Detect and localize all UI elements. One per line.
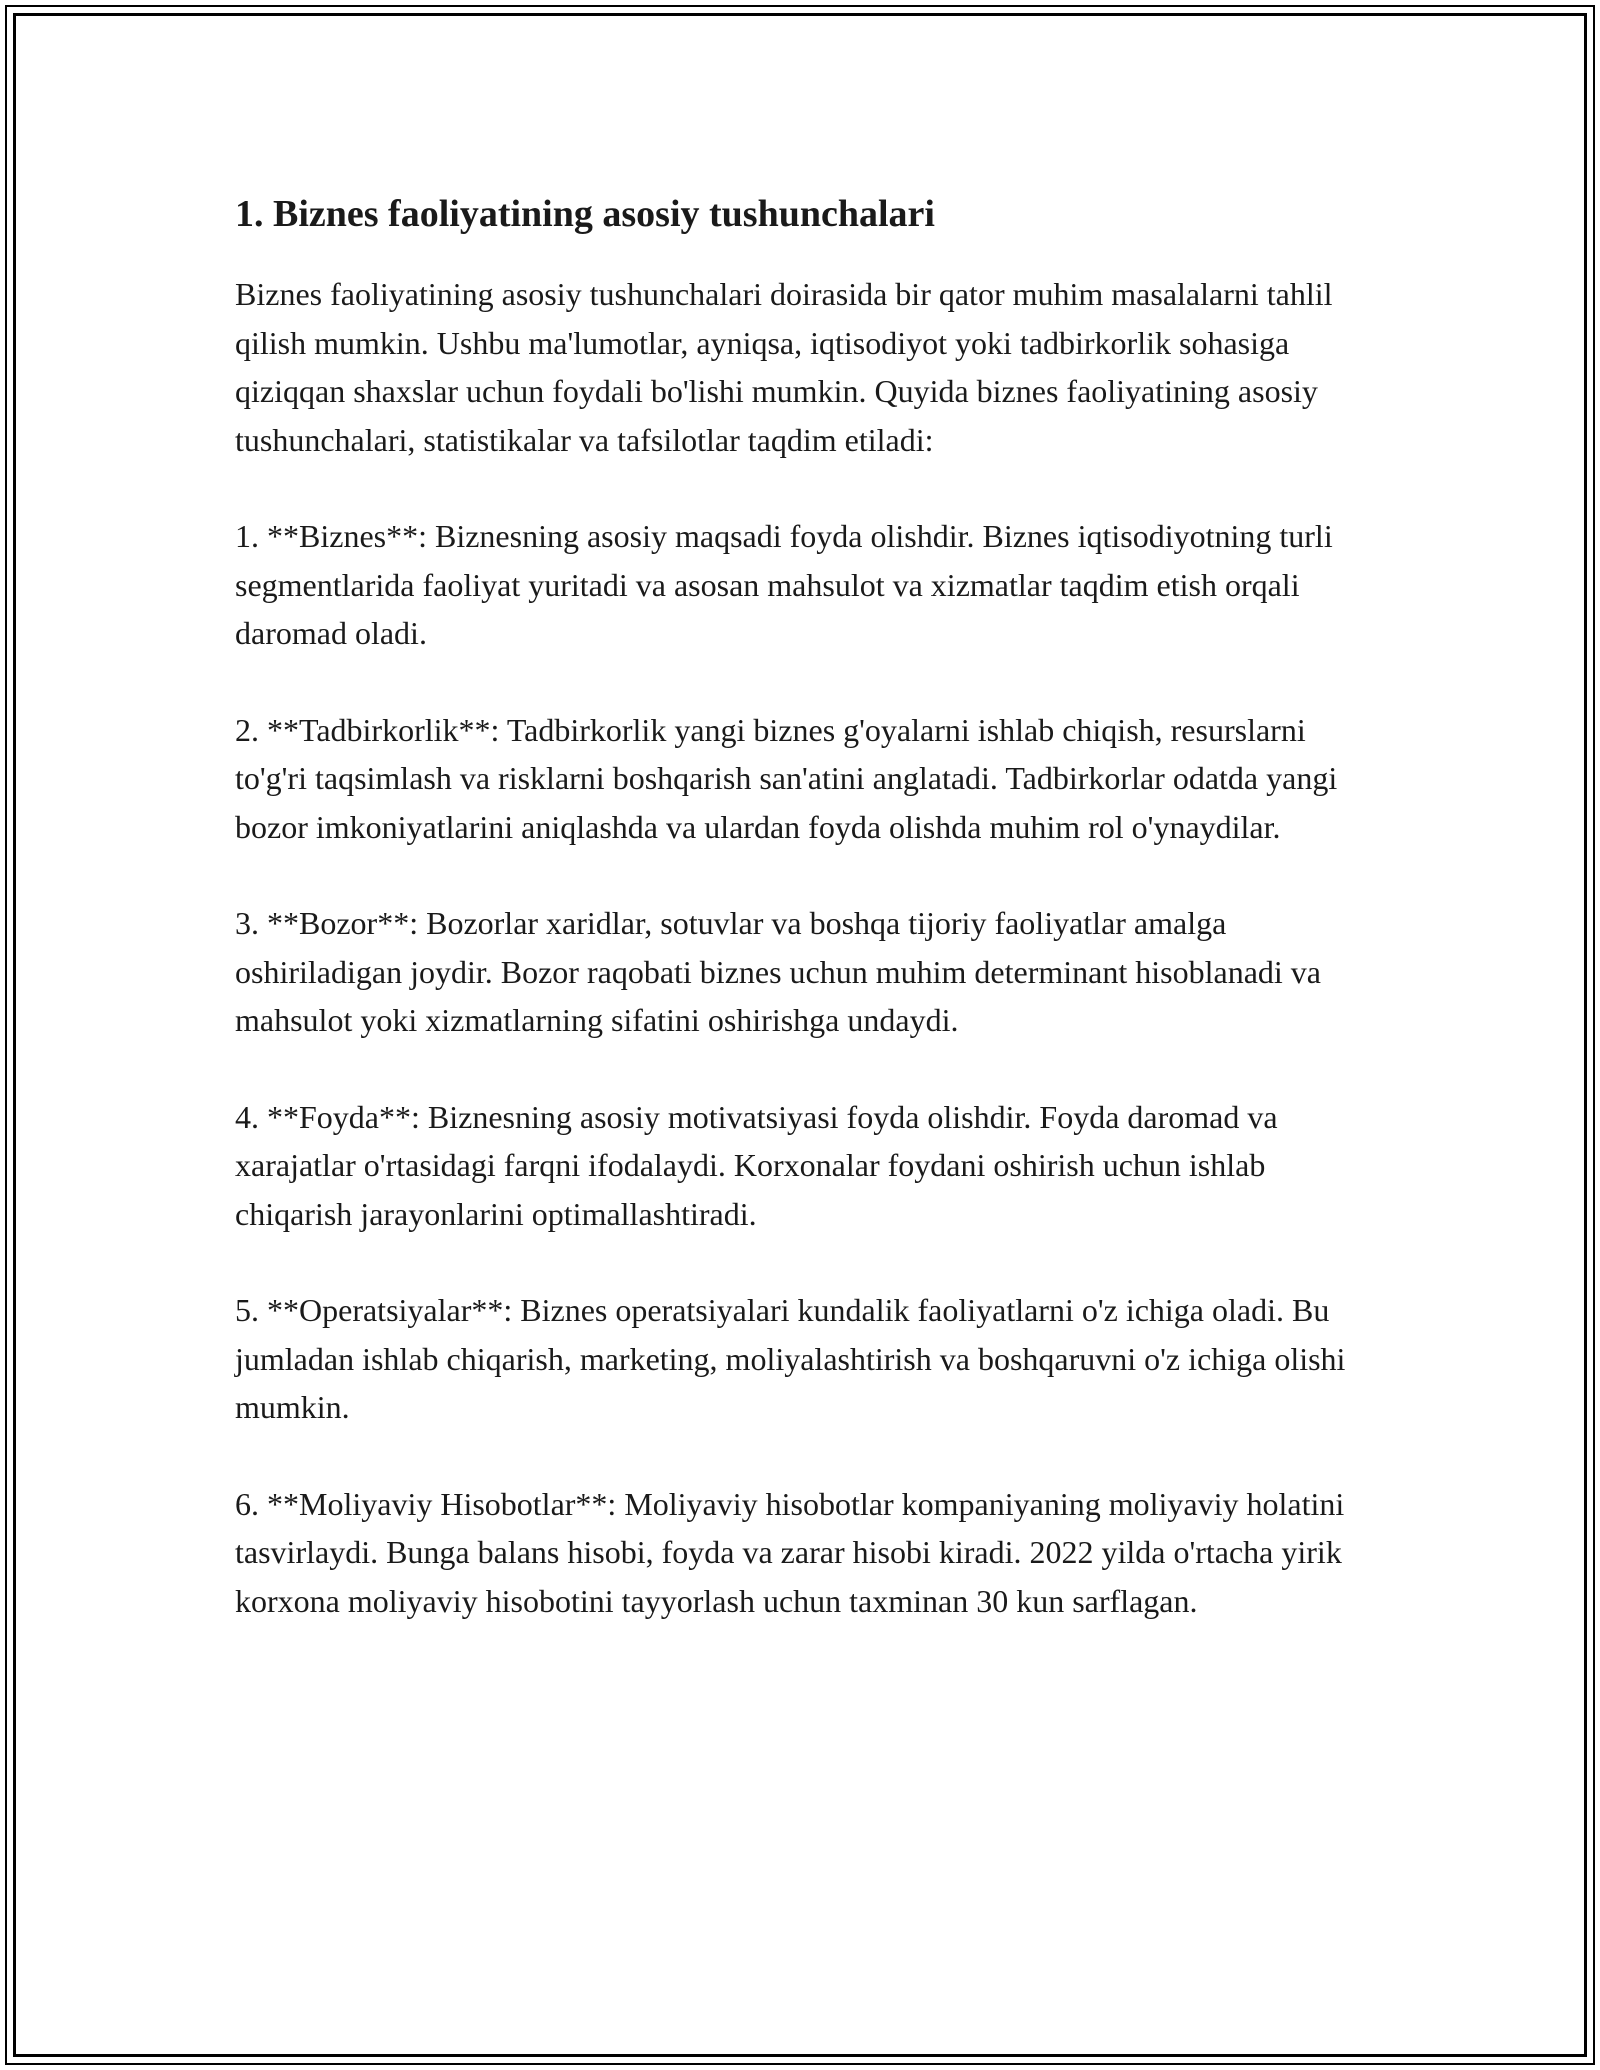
list-item-moliyaviy-hisobotlar: 6. **Moliyaviy Hisobotlar**: Moliyaviy hisobotlar kompaniyaning moliyaviy holatini tasvirlaydi. Bunga balans hisobi, foyda va zarar hisobi kiradi. 2022 yilda o'rtacha yirik korxona moliyaviy hisobotini tayyorlash uchun taxminan 30 kun sarflagan. [235, 1485, 1345, 1619]
list-item-foyda: 4. **Foyda**: Biznesning asosiy motivatsiyasi foyda olishdir. Foyda daromad va xarajatlar o'rtasidagi farqni ifodalaydi. Korxonalar foydani oshirish uchun ishlab chiqarish jarayonlarini optimallashtiradi. [235, 1098, 1278, 1232]
document-body [235, 188, 1375, 1673]
list-item-bozor: 3. **Bozor**: Bozorlar xaridlar, sotuvlar va boshqa tijoriy faoliyatlar amalga oshiriladigan joydir. Bozor raqobati biznes uchun muhim determinant hisoblanadi va mahsulot yoki xizmatlarning sifatini oshirishga undaydi. [235, 905, 1321, 1038]
list-item-operatsiyalar: 5. **Operatsiyalar**: Biznes operatsiyalari kundalik faoliyatlarni o'z ichiga oladi. Bu jumladan ishlab chiqarish, marketing, moliyalashtirish va boshqaruvni o'z ichiga olishi mumkin. [235, 1292, 1346, 1425]
list-item-tadbirkorlik: 2. **Tadbirkorlik**: Tadbirkorlik yangi biznes g'oyalarni ishlab chiqish, resurslarni to'g'ri taqsimlash va risklarni boshqarish san'atini anglatadi. Tadbirkorlar odatda yangi bozor imkoniyatlarini aniqlashda va ulardan foyda olishda muhim rol o'ynaydilar. [235, 711, 1338, 845]
document-title: 1. Biznes faoliyatining asosiy tushunchalari [235, 193, 935, 235]
list-item-biznes: 1. **Biznes**: Biznesning asosiy maqsadi foyda olishdir. Biznes iqtisodiyotning turli segmentlarida faoliyat yuritadi va asosan mahsulot va xizmatlar taqdim etish orqali daromad oladi. [235, 518, 1333, 651]
intro-paragraph: Biznes faoliyatining asosiy tushunchalari doirasida bir qator muhim masalalarni tahlil qilish mumkin. Ushbu ma'lumotlar, ayniqsa, iqtisodiyot yoki tadbirkorlik sohasiga qiziqqan shaxslar uchun foydali bo'lishi mumkin. Quyida biznes faoliyatining asosiy tushunchalari, statistikalar va tafsilotlar taqdim etiladi: [235, 276, 1333, 458]
